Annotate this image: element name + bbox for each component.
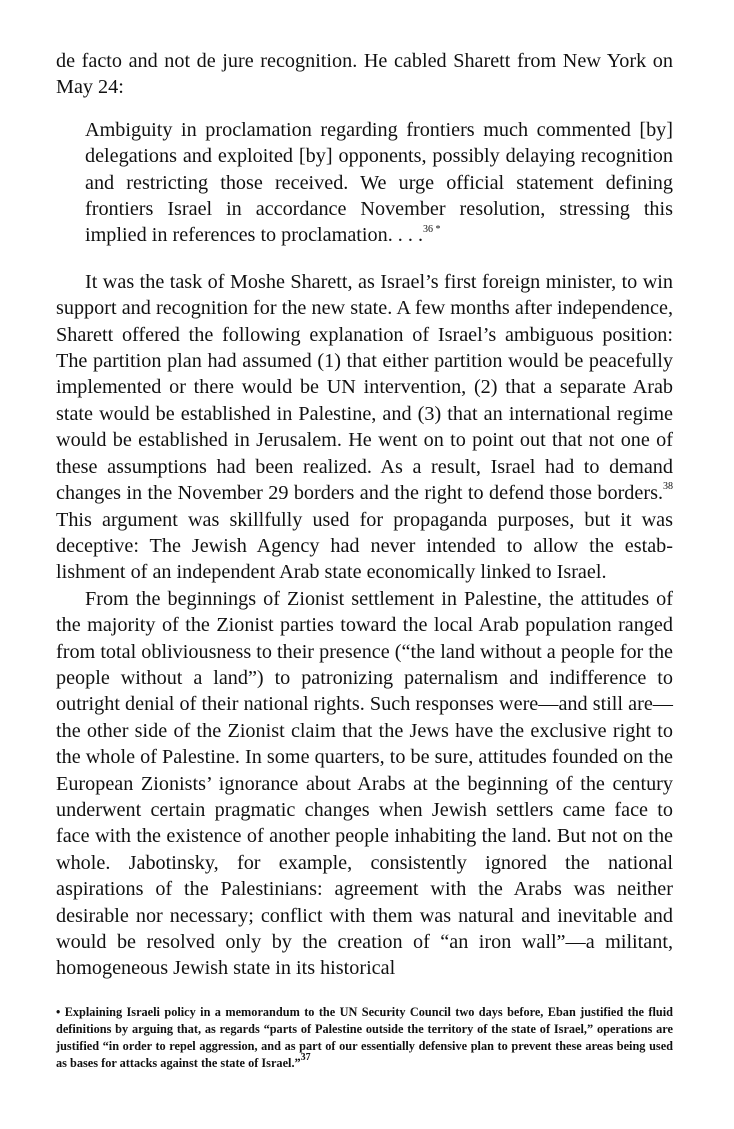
spacer: [56, 101, 673, 117]
paragraph-sharett: [56, 269, 673, 586]
intro-paragraph: [56, 48, 673, 101]
note-ref-38: 38: [663, 481, 673, 493]
paragraph-zionist-attitudes-text: From the beginnings of Zionist settlement in Palestine, the attitudes of the majority of the Zionist parties toward the local Arab population ranged from total obliviousness to their presence (“the land without a people for the people without a land”) to patronizing paternalism and indifference to outright denial of their national rights. Such responses were—and still are—the other side of the Zionist claim that the Jews have the exclusive right to the whole of Palestine. In some quarters, to be sure, attitudes founded on the European Zionists’ ignorance about Arabs at the beginning of the century underwent certain pragmatic changes when Jewish settlers came face to face with the existence of another people inhabiting the land. But not on the whole. Jabotinsky, for example, consistently ignored the national aspirations of the Palestinians: agreement with the Arabs was neither desirable nor necessary; conflict with them was natural and inevitable and would be resolved only by the creation of “an iron wall”—a militant, homogeneous Jewish state in its historical: [56, 587, 673, 980]
paragraph-sharett-text: It was the task of Moshe Sharett, as Israel’s first foreign minister, to win support and recognition for the new state. A few months after independence, Sharett offered the following explanation of Israel’s ambiguous position: The partition plan had assumed (1) that either partition would be peacefully implemented or there would be UN intervention, (2) that a separate Arab state would be established in Palestine, and (3) that an international regime would be established in Jerusalem. He went on to point out that not one of these assumptions had been realized. As a result, Israel had to demand changes in the November 29 borders and the right to defend those borders.: [56, 270, 673, 505]
intro-text: de facto and not de jure recognition. He cabled Sharett from New York on May 24:: [56, 50, 673, 99]
footnote-section: [56, 1004, 673, 1072]
paragraph-sharett-continuation: This argument was skillfully used for propaganda purposes, but it was deceptive: The Jewish Agency had never intended to allow the establishment of an independent Arab state economically linked to Israel.: [56, 508, 673, 584]
page-body: [56, 48, 673, 982]
block-quote: [56, 117, 673, 249]
footnote-text: • Explaining Israeli policy in a memorandum to the UN Security Council two days before, Eban justified the fluid definitions by arguing that, as regards “parts of Palestine outside the territory of the state of Israel,” operations are justified “in order to repel aggression, and as part of our essentially defensive plan to prevent these areas being used as bases for attacks against the state of Israel.”: [56, 1005, 673, 1070]
footnote-note-ref: 37: [300, 1051, 311, 1063]
spacer: [56, 249, 673, 269]
paragraph-zionist-attitudes: [56, 586, 673, 982]
footnote: [56, 1004, 673, 1072]
block-quote-text: Ambiguity in proclamation regarding frontiers much commented [by] delegations and exploited [by] opponents, possibly delaying recognition and restricting those received. We urge official statement defining frontiers Israel in accordance November resolution, stressing this implied in references to proclamation. . . .: [85, 118, 673, 247]
block-quote-note-ref: 36 *: [423, 223, 441, 235]
